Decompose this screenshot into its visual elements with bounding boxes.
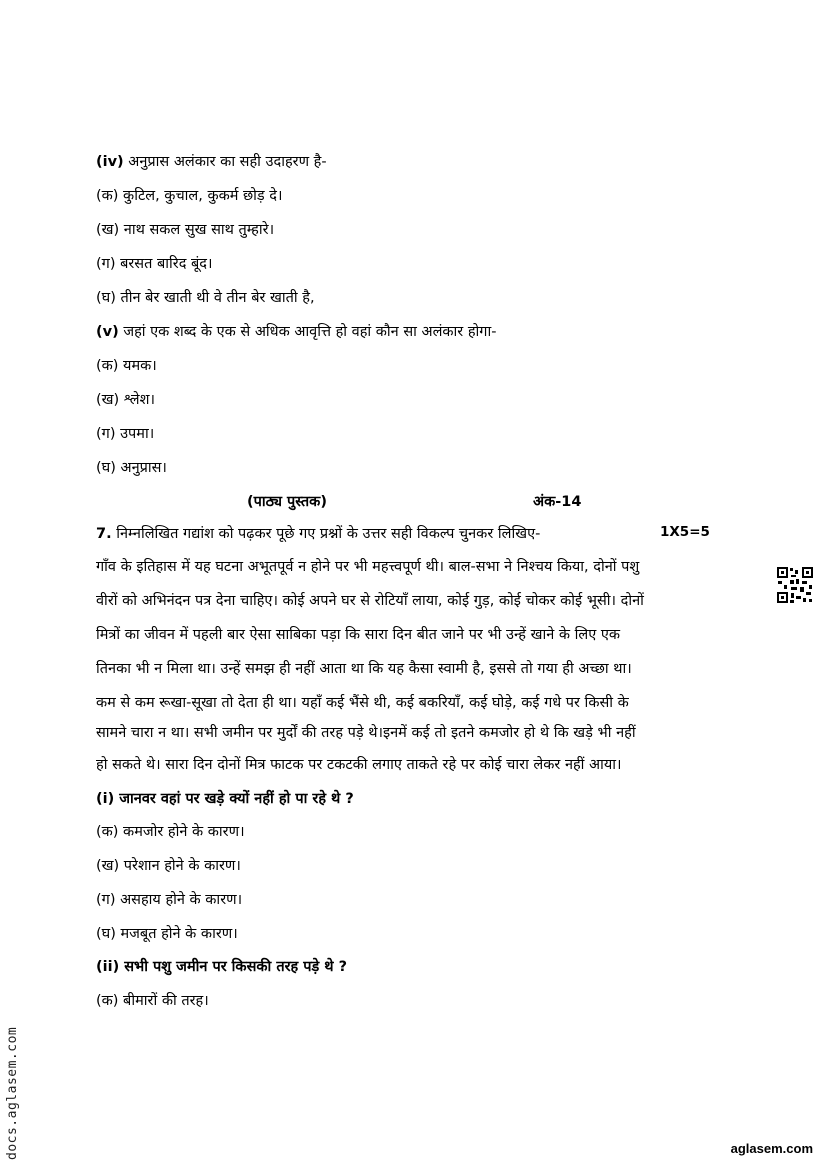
question-v	[96, 322, 496, 342]
question-marks: 1X5=5	[660, 524, 710, 540]
passage-line: सामने चारा न था। सभी जमीन पर मुर्दों की तरह पड़े थे।इनमें कई तो इतने कमजोर हो थे कि खड़े भी नहीं	[96, 725, 636, 741]
side-watermark: docs.aglasem.com	[5, 1026, 20, 1160]
passage-line: हो सकते थे। सारा दिन दोनों मित्र फाटक पर टकटकी लगाए ताकते रहे पर कोई चारा लेकर नहीं आया।	[96, 757, 622, 773]
passage-line: कम से कम रूखा-सूखा तो देता ही था। यहाँ कई भैंसे थी, कई बकरियाँ, कई घोड़े, कई गधे पर किसी के	[96, 695, 629, 711]
question-text: निम्नलिखित गद्यांश को पढ़कर पूछे गए प्रश्नों के उत्तर सही विकल्प चुनकर लिखिए-	[111, 526, 541, 542]
option-ka: (क) यमक।	[96, 358, 157, 374]
question-text: अनुप्रास अलंकार का सही उदाहरण है-	[123, 154, 327, 170]
option-gha: (घ) मजबूत होने के कारण।	[96, 926, 238, 942]
section-title: (पाठ्य पुस्तक)	[247, 494, 327, 510]
option-kha: (ख) नाथ सकल सुख साथ तुम्हारे।	[96, 222, 275, 238]
section-marks: अंक-14	[533, 494, 582, 510]
question-marker: (iv)	[96, 154, 124, 170]
option-kha: (ख) परेशान होने के कारण।	[96, 858, 241, 874]
option-ka: (क) कमजोर होने के कारण।	[96, 824, 245, 840]
footer-watermark: aglasem.com	[730, 1141, 813, 1156]
option-ka: (क) बीमारों की तरह।	[96, 993, 209, 1009]
question-marker: 7.	[96, 526, 112, 542]
option-ga: (ग) बरसत बारिद बूंद।	[96, 256, 213, 272]
option-gha: (घ) अनुप्रास।	[96, 460, 167, 476]
option-ka: (क) कुटिल, कुचाल, कुकर्म छोड़ दे।	[96, 188, 283, 204]
option-ga: (ग) उपमा।	[96, 426, 155, 442]
option-kha: (ख) श्लेश।	[96, 392, 155, 408]
question-iv	[96, 152, 327, 172]
option-ga: (ग) असहाय होने के कारण।	[96, 892, 243, 908]
qr-code-icon	[776, 566, 814, 604]
passage-line: मित्रों का जीवन में पहली बार ऐसा साबिका पड़ा कि सारा दिन बीत जाने पर भी उन्हें खाने के लिए एक	[96, 627, 621, 643]
subquestion-ii: (ii) सभी पशु जमीन पर किसकी तरह पड़े थे ?	[96, 959, 348, 975]
question-marker: (v)	[96, 324, 119, 340]
question-text: जहां एक शब्द के एक से अधिक आवृत्ति हो वहां कौन सा अलंकार होगा-	[118, 324, 497, 340]
subquestion-i: (i) जानवर वहां पर खड़े क्यों नहीं हो पा रहे थे ?	[96, 791, 354, 807]
passage-line: वीरों को अभिनंदन पत्र देना चाहिए। कोई अपने घर से रोटियाँ लाया, कोई गुड़, कोई चोकर कोई भूसी। दोनों	[96, 593, 644, 609]
passage-line: गाँव के इतिहास में यह घटना अभूतपूर्व न होने पर भी महत्त्वपूर्ण थी। बाल-सभा ने निश्चय किया, दोनों पशु	[96, 559, 640, 575]
passage-line: तिनका भी न मिला था। उन्हें समझ ही नहीं आता था कि यह कैसा स्वामी है, इससे तो गया ही अच्छा था।	[96, 661, 632, 677]
question-7	[96, 524, 540, 544]
option-gha: (घ) तीन बेर खाती थी वे तीन बेर खाती है,	[96, 290, 315, 306]
